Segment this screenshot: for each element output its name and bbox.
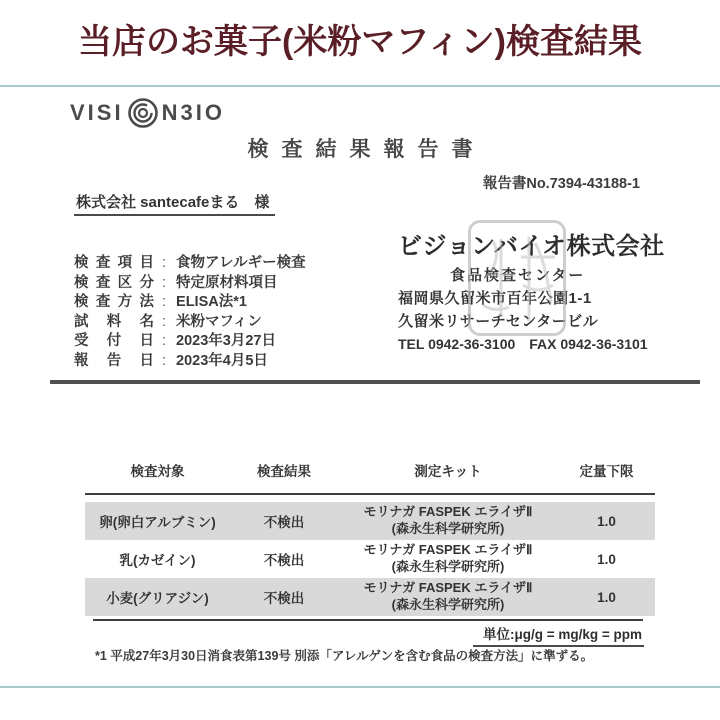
info-row-sample — [74, 310, 306, 330]
table-row-egg — [85, 502, 655, 540]
table-header-row — [85, 456, 655, 495]
info-row-item — [74, 251, 306, 271]
lab-address-line2: 久留米リサーチセンタービル — [398, 313, 599, 330]
table-body — [85, 502, 655, 621]
header-cell-kit: 測定キット — [414, 464, 482, 479]
cell-limit: 1.0 — [597, 551, 616, 567]
info-colon: : — [162, 274, 167, 291]
cell-kit — [338, 504, 558, 538]
unit-note: 単位:μg/g = mg/kg = ppm — [473, 623, 644, 647]
table-row-wheat — [85, 578, 655, 616]
cell-kit — [338, 580, 558, 614]
company-seal-stamp — [468, 220, 566, 336]
cell-target: 卵(卵白アルブミン) — [99, 515, 216, 530]
info-value: 食物アレルギー検査 — [176, 255, 306, 271]
cell-result: 不検出 — [263, 591, 305, 606]
banner-title: 当店のお菓子(米粉マフィン)検査結果 — [78, 23, 642, 61]
info-label: 報告日 — [74, 352, 154, 369]
cell-target: 小麦(グリアジン) — [106, 591, 209, 606]
header-cell-limit: 定量下限 — [579, 464, 634, 479]
info-value: 2023年3月27日 — [176, 333, 276, 349]
cell-result: 不検出 — [263, 515, 305, 530]
info-label: 試料名 — [74, 313, 154, 330]
kit-line2: (森永生科学研究所) — [391, 597, 505, 612]
kit-line2: (森永生科学研究所) — [391, 521, 505, 536]
kit-line1: モリナガ FASPEK エライザⅡ — [363, 580, 533, 596]
info-value: 2023年4月5日 — [176, 352, 268, 369]
table-row-milk — [85, 540, 655, 578]
info-row-category — [74, 271, 306, 291]
info-label: 検査区分 — [74, 274, 154, 291]
info-colon: : — [162, 294, 167, 310]
cell-limit: 1.0 — [597, 513, 616, 529]
info-label: 検査方法 — [74, 294, 154, 310]
info-row-reported — [74, 349, 306, 369]
info-colon: : — [162, 255, 167, 271]
logo-text-left: VISI — [70, 100, 124, 125]
kit-line2: (森永生科学研究所) — [391, 559, 505, 574]
info-colon: : — [162, 313, 167, 330]
lab-company-name: ビジョンバイオ株式会社 — [398, 233, 665, 260]
table-bottom-rule — [93, 619, 643, 621]
visionbio-logo — [70, 96, 225, 130]
bottom-divider-line — [0, 686, 720, 688]
logo-spiral-o-icon — [124, 96, 162, 130]
top-divider-line — [0, 85, 720, 87]
header-cell-target: 検査対象 — [130, 464, 185, 479]
report-title: 検査結果報告書 — [247, 138, 486, 161]
info-label: 受付日 — [74, 333, 154, 349]
results-table — [85, 456, 655, 621]
info-row-received — [74, 329, 306, 349]
cell-result: 不検出 — [263, 553, 305, 568]
section-divider-bar — [50, 380, 700, 384]
logo-text-right: N3IO — [161, 100, 225, 125]
cell-target: 乳(カゼイン) — [119, 553, 196, 568]
info-value: 米粉マフィン — [176, 313, 262, 330]
info-label: 検査項目 — [74, 255, 154, 271]
report-number: 報告書No.7394-43188-1 — [482, 176, 640, 192]
info-colon: : — [162, 333, 167, 349]
test-info-block — [74, 251, 306, 368]
method-footnote: *1 平成27年3月30日消食表第139号 別添「アレルゲンを含む食品の検査方法」に準ずる。 — [95, 649, 594, 663]
cell-kit — [338, 542, 558, 576]
lab-center-name: 食品検査センター — [450, 267, 586, 284]
lab-address-line1: 福岡県久留米市百年公園1-1 — [398, 290, 592, 307]
info-value: ELISA法*1 — [176, 294, 247, 310]
lab-tel-fax: TEL 0942-36-3100 FAX 0942-36-3101 — [398, 336, 648, 352]
header-cell-result: 検査結果 — [257, 464, 311, 479]
kit-line1: モリナガ FASPEK エライザⅡ — [363, 504, 533, 520]
recipient-name: 株式会社 santecafeまる 様 — [74, 191, 275, 216]
cell-limit: 1.0 — [597, 589, 616, 605]
info-colon: : — [162, 352, 167, 369]
kit-line1: モリナガ FASPEK エライザⅡ — [363, 542, 533, 558]
info-row-method — [74, 290, 306, 310]
info-value: 特定原材料項目 — [176, 274, 278, 291]
